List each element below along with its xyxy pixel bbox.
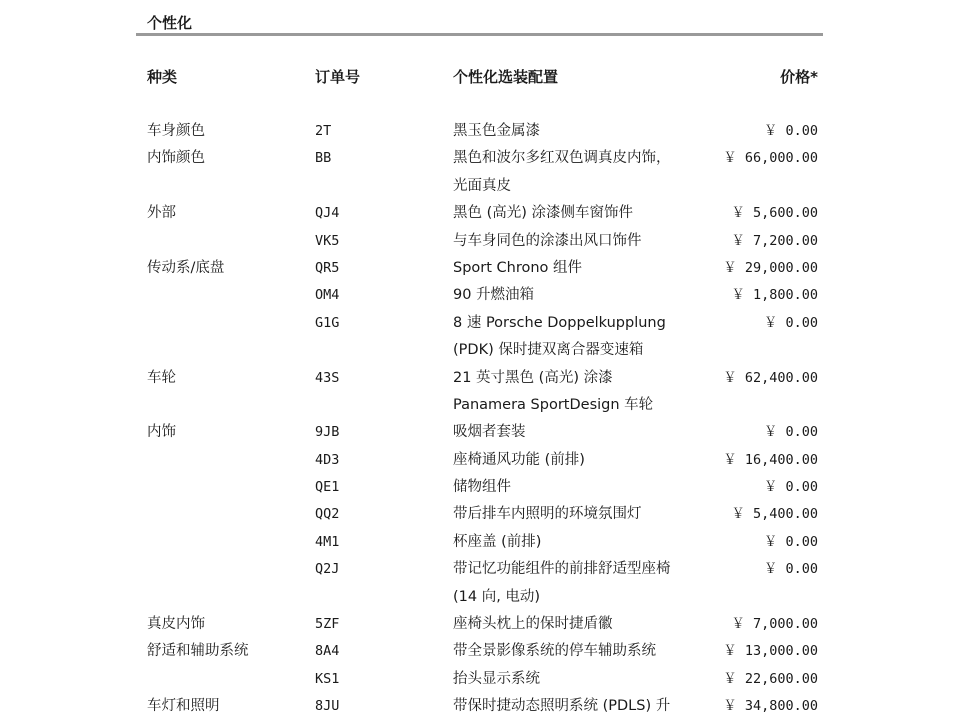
- table-row: [0, 474, 960, 501]
- row-order-number: OM4: [315, 287, 340, 304]
- table-row: [0, 145, 960, 172]
- table-row: [0, 693, 960, 720]
- row-category: 外部: [147, 205, 176, 222]
- row-option: 光面真皮: [453, 177, 511, 194]
- row-order-number: BB: [315, 150, 332, 167]
- header-option: 个性化选装配置: [453, 68, 559, 86]
- row-category: 内饰颜色: [147, 150, 205, 167]
- row-order-number: 5ZF: [315, 616, 340, 633]
- row-price: ￥ 1,800.00: [731, 287, 818, 304]
- row-option: 座椅头枕上的保时捷盾徽: [453, 616, 613, 633]
- options-table: [0, 118, 960, 720]
- table-row: [0, 337, 960, 364]
- table-row: [0, 200, 960, 227]
- row-order-number: 8JU: [315, 698, 340, 715]
- row-option: 带保时捷动态照明系统 (PDLS) 升: [453, 698, 671, 715]
- table-row: [0, 611, 960, 638]
- row-order-number: 4D3: [315, 451, 340, 468]
- row-category: 传动系/底盘: [147, 259, 225, 276]
- row-order-number: QJ4: [315, 205, 340, 222]
- row-category: 真皮内饰: [147, 616, 205, 633]
- table-row: [0, 173, 960, 200]
- table-row: [0, 501, 960, 528]
- table-row: [0, 419, 960, 446]
- row-option: 黑色和波尔多红双色调真皮内饰，: [453, 150, 671, 167]
- row-option: 带记忆功能组件的前排舒适型座椅: [453, 561, 671, 578]
- row-order-number: KS1: [315, 670, 340, 687]
- row-order-number: QR5: [315, 259, 340, 276]
- row-price: ￥ 0.00: [763, 561, 818, 578]
- row-category: 内饰: [147, 424, 176, 441]
- table-row: [0, 584, 960, 611]
- row-option: 90 升燃油箱: [453, 287, 535, 304]
- row-order-number: QQ2: [315, 506, 340, 523]
- row-option: 座椅通风功能 (前排): [453, 451, 585, 468]
- table-row: [0, 282, 960, 309]
- row-option: 抬头显示系统: [453, 670, 540, 687]
- row-order-number: VK5: [315, 232, 340, 249]
- row-category: 舒适和辅助系统: [147, 643, 249, 660]
- table-row: [0, 255, 960, 282]
- row-order-number: 4M1: [315, 533, 340, 550]
- section-title: 个性化: [147, 14, 193, 32]
- row-order-number: 8A4: [315, 643, 340, 660]
- row-option: 21 英寸黑色 (高光) 涂漆: [453, 369, 613, 386]
- row-price: ￥ 0.00: [763, 424, 818, 441]
- row-price: ￥ 29,000.00: [723, 259, 818, 276]
- row-option: 黑色 (高光) 涂漆侧车窗饰件: [453, 205, 634, 222]
- row-order-number: 9JB: [315, 424, 340, 441]
- row-price: ￥ 0.00: [763, 533, 818, 550]
- table-row: [0, 556, 960, 583]
- table-row: [0, 365, 960, 392]
- row-price: ￥ 66,000.00: [723, 150, 818, 167]
- row-price: ￥ 5,400.00: [731, 506, 818, 523]
- row-price: ￥ 0.00: [763, 314, 818, 331]
- row-price: ￥ 22,600.00: [723, 670, 818, 687]
- row-price: ￥ 34,800.00: [723, 698, 818, 715]
- table-row: [0, 447, 960, 474]
- row-order-number: G1G: [315, 314, 340, 331]
- row-order-number: QE1: [315, 479, 340, 496]
- row-option: 带后排车内照明的环境氛围灯: [453, 506, 642, 523]
- header-price: 价格*: [780, 68, 818, 86]
- row-price: ￥ 0.00: [763, 123, 818, 139]
- row-price: ￥ 16,400.00: [723, 451, 818, 468]
- row-option: 带全景影像系统的停车辅助系统: [453, 643, 656, 660]
- section-divider: [136, 33, 823, 36]
- table-row: [0, 638, 960, 665]
- row-category: 车灯和照明: [147, 698, 220, 715]
- table-row: [0, 392, 960, 419]
- row-price: ￥ 7,200.00: [731, 232, 818, 249]
- table-row: [0, 666, 960, 693]
- row-option: (PDK) 保时捷双离合器变速箱: [453, 342, 644, 359]
- row-option: Sport Chrono 组件: [453, 259, 583, 276]
- header-category: 种类: [147, 68, 178, 86]
- row-price: ￥ 62,400.00: [723, 369, 818, 386]
- row-option: 吸烟者套装: [453, 424, 526, 441]
- row-price: ￥ 7,000.00: [731, 616, 818, 633]
- row-option: (14 向, 电动): [453, 588, 541, 605]
- table-row: [0, 228, 960, 255]
- row-option: 8 速 Porsche Doppelkupplung: [453, 314, 666, 331]
- header-order-number: 订单号: [315, 68, 361, 86]
- row-price: ￥ 5,600.00: [731, 205, 818, 222]
- row-option: 杯座盖 (前排): [453, 533, 542, 550]
- row-category: 车轮: [147, 369, 176, 386]
- row-option: 储物组件: [453, 479, 511, 496]
- table-row: [0, 529, 960, 556]
- row-order-number: 2T: [315, 123, 332, 139]
- row-order-number: Q2J: [315, 561, 340, 578]
- row-price: ￥ 0.00: [763, 479, 818, 496]
- row-option: Panamera SportDesign 车轮: [453, 396, 654, 413]
- table-row: [0, 118, 960, 145]
- row-category: 车身颜色: [147, 123, 205, 139]
- row-order-number: 43S: [315, 369, 340, 386]
- row-option: 与车身同色的涂漆出风口饰件: [453, 232, 642, 249]
- table-row: [0, 310, 960, 337]
- row-price: ￥ 13,000.00: [723, 643, 818, 660]
- row-option: 黑玉色金属漆: [453, 123, 540, 139]
